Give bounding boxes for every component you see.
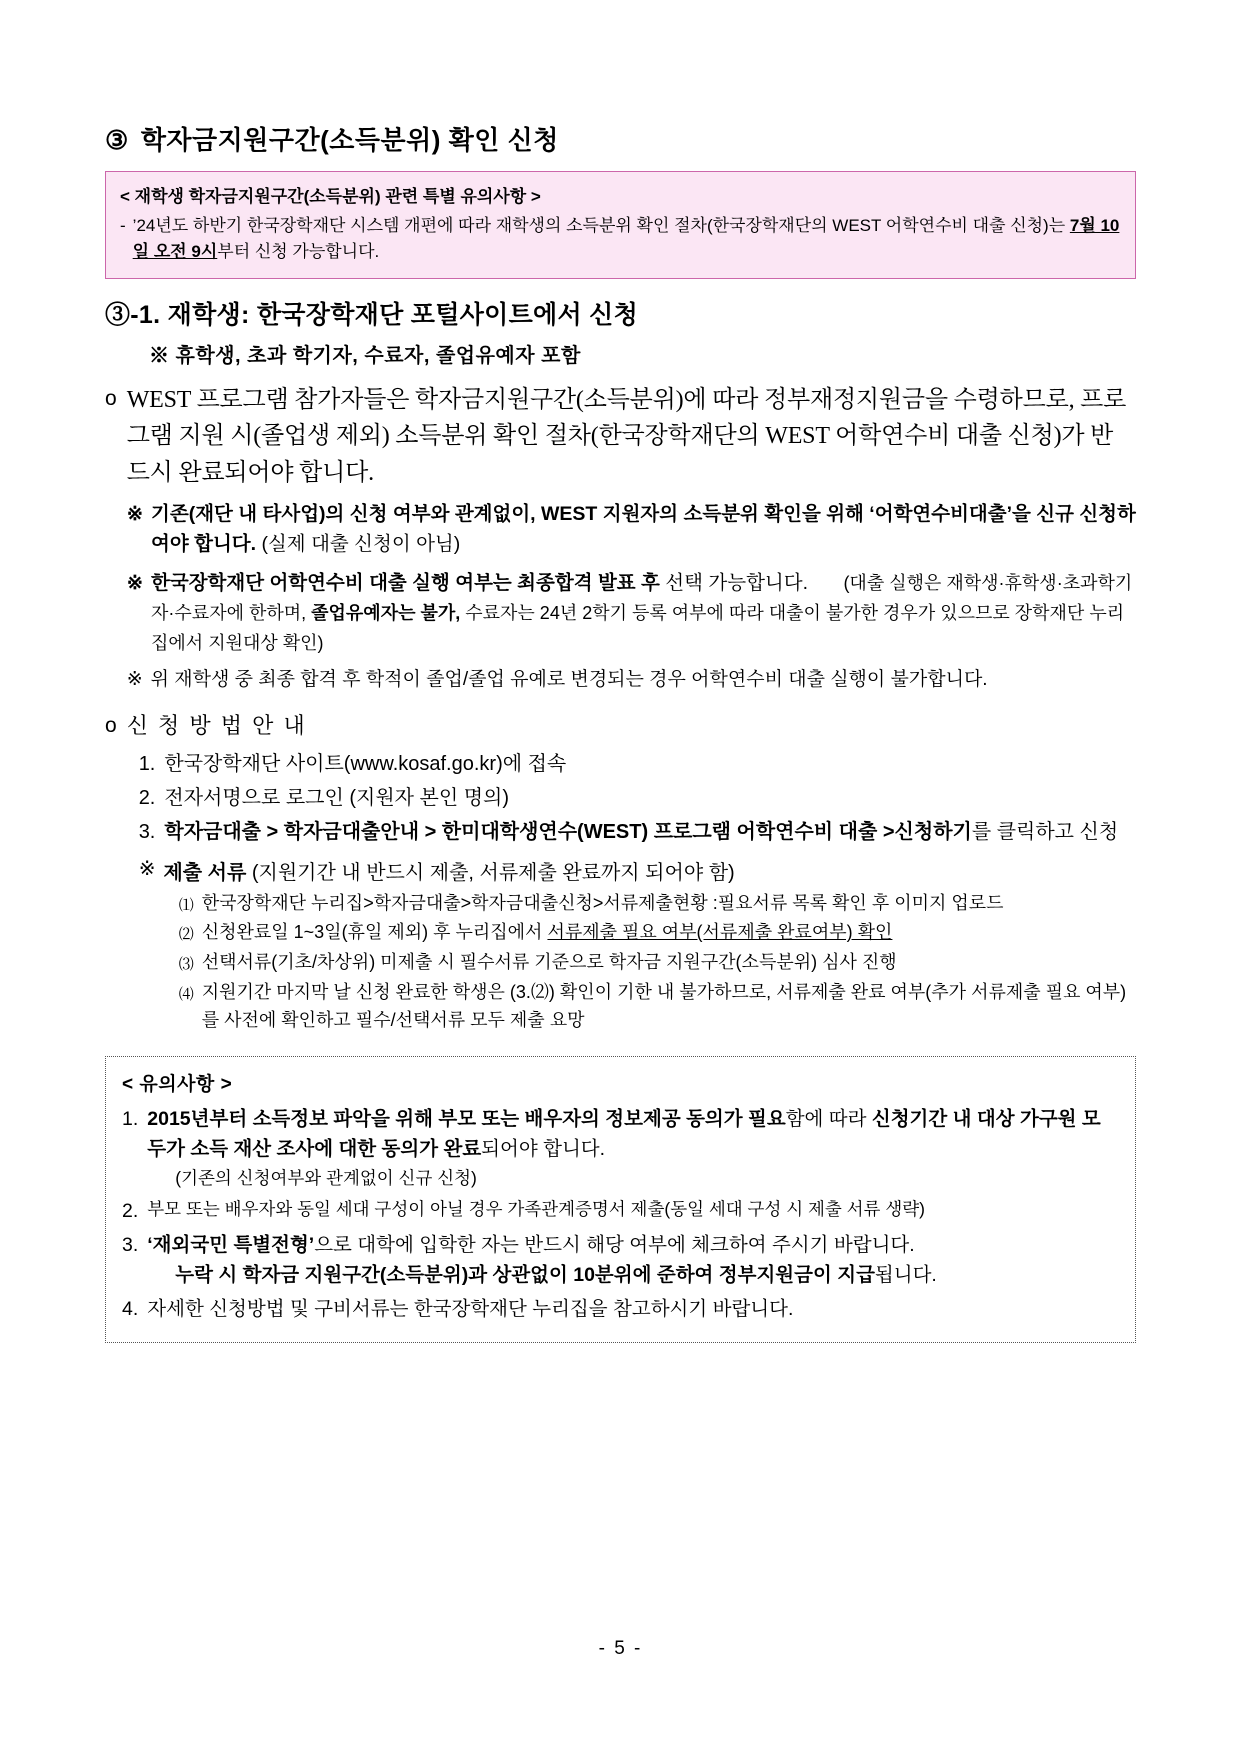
documents-heading-regular: (지원기간 내 반드시 제출, 서류제출 완료까지 되어야 함) [251,861,735,884]
note-bold-2: 한국장학재단 어학연수비 대출 실행 여부는 최종합격 발표 후 [151,571,660,594]
list-item-text: 부모 또는 배우자와 동일 세대 구성이 아닐 경우 가족관계증명서 제출(동일 세대 구성 시 제출 서류 생략) [147,1198,925,1219]
list-item [122,1196,1119,1227]
note-marker: ※ [138,857,156,880]
note-subtext-2-bold: 졸업유예자는 불가, [311,602,461,623]
paragraph-block-2 [105,709,1136,1036]
note-subtext-2-a: (대출 실행은 재학생·휴학생·초과학기자·수료자에 한하며, [151,572,1133,623]
caution-list [122,1104,1119,1325]
list-item-path-bold: 학자금대출 > 학자금대출안내 > 한미대학생연수(WEST) 프로그램 어학연수비 대출 >신청하기 [164,820,972,843]
list-item-number: ⑷ [178,985,194,1003]
note-item-3 [127,666,1136,695]
list-item-number: 4. [122,1298,139,1321]
bullet-dash: - [120,216,126,235]
list-item-number: 3. [138,820,156,843]
list-item-number: ⑴ [178,896,194,914]
caution-regular-3b: 됩니다. [874,1264,937,1287]
bullet-circle: o [105,386,117,410]
list-item-number: ⑶ [178,956,194,974]
list-item-number: 3. [122,1233,139,1256]
list-item-text: 자세한 신청방법 및 구비서류는 한국장학재단 누리집을 참고하시기 바랍니다. [147,1298,794,1321]
special-notice-text-2: 부터 신청 가능합니다. [217,242,380,262]
list-item-number: 2. [122,1199,139,1222]
list-item [179,948,1136,977]
page-title [105,120,1136,157]
list-item-text: 전자서명으로 로그인 (지원자 본인 명의) [164,786,510,809]
heading-marker: ③ [105,125,129,155]
list-item [179,889,1136,918]
method-title: 신 청 방 법 안 내 [126,712,307,738]
documents-heading [139,856,1136,885]
special-notice-text-1: ’24년도 하반기 한국장학재단 시스템 개편에 따라 재학생의 소득분위 확인 절차(한국장학재단의 WEST 어학연수비 대출 신청)는 [132,216,1070,235]
section-subtitle: ③-1. 재학생: 한국장학재단 포털사이트에서 신청 [105,300,639,329]
special-notice-box [105,171,1136,279]
list-item-text: 를 클릭하고 신청 [971,820,1119,843]
list-item-number: 1. [138,752,156,775]
documents-heading-bold: 제출 서류 [163,861,247,884]
note-marker: ※ [126,503,144,526]
paragraph-block-1 [105,382,1136,695]
list-item-underline: 서류제출 필요 여부(서류제출 완료여부) 확인 [547,922,893,943]
caution-bold-1a: 2015년부터 소득정보 파악을 위해 부모 또는 배우자의 정보제공 동의가 필요 [147,1107,786,1130]
list-item-text: 한국장학재단 사이트(www.kosaf.go.kr)에 접속 [164,752,567,775]
caution-regular-1a: 함에 따라 [785,1107,872,1130]
page-number: - 5 - [598,1638,643,1659]
list-item [122,1230,1119,1292]
list-item [139,748,1136,780]
list-item-number: 1. [122,1107,139,1130]
list-item [122,1294,1119,1325]
list-item-number: 2. [138,786,156,809]
heading-text: 학자금지원구간(소득분위) 확인 신청 [140,125,559,155]
note-bold-1: 기존(재단 내 타사업)의 신청 여부와 관계없이, WEST 지원자의 소득분위 확인을 위해 ‘어학연수비대출’을 신규 신청하여야 합니다. [151,503,1136,556]
caution-regular-3a: 으로 대학에 입학한 자는 반드시 해당 여부에 체크하여 주시기 바랍니다. [314,1233,915,1256]
special-notice-title: < 재학생 학자금지원구간(소득분위) 관련 특별 유의사항 > [120,187,541,206]
list-item-number: ⑵ [178,926,194,944]
list-item [179,978,1136,1035]
note-item-2 [127,568,1136,659]
list-item [139,816,1136,848]
caution-bold-1b: 신청기간 내 대상 가구원 모두가 소득 재산 조사에 대한 동의가 완료 [147,1107,1101,1161]
documents-list [179,889,1136,1035]
special-notice-emphasis: 7월 10일 오전 9시 [132,216,1120,262]
section-subtitle-note: ※ 휴학생, 초과 학기자, 수료자, 졸업유예자 포함 [149,344,581,367]
caution-bold-3b: 누락 시 학자금 지원구간(소득분위)과 상관없이 10분위에 준하여 정부지원금이 지급 [175,1264,875,1287]
caution-box [105,1056,1136,1343]
note-regular-1: (실제 대출 신청이 아님) [256,533,461,556]
special-notice-body [120,213,1121,266]
list-item-text: 지원기간 마지막 날 신청 완료한 학생은 (3.⑵) 확인이 기한 내 불가하므로, 서류제출 완료 여부(추가 서류제출 필요 여부)를 사전에 확인하고 필수/선택서류 모두 제출 요망 [201,981,1127,1031]
note-marker: ※ [126,571,144,594]
list-item [139,782,1136,814]
bullet-circle: o [105,713,117,737]
list-item [179,918,1136,947]
caution-bold-3a: ‘재외국민 특별전형’ [147,1233,315,1256]
list-item-text: 한국장학재단 누리집>학자금대출>학자금대출신청>서류제출현황 :필요서류 목록 확인 후 이미지 업로드 [201,892,1004,913]
list-item-text: 신청완료일 1~3일(휴일 제외) 후 누리집에서 [201,922,548,943]
note-item-1 [127,499,1136,559]
note-subtext-2-b: 수료자는 24년 2학기 등록 여부에 따라 대출이 불가한 경우가 있으므로 장학재단 누리집에서 지원대상 확인) [151,602,1125,653]
caution-subtext-1: (기존의 신청여부와 관계없이 신규 신청) [175,1168,477,1189]
list-item [122,1104,1119,1193]
paragraph-text-1: WEST 프로그램 참가자들은 학자금지원구간(소득분위)에 따라 정부재정지원금을 수령하므로, 프로그램 지원 시(졸업생 제외) 소득분위 확인 절차(한국장학재단의 WEST 어학연수비 대출 신청)가 반드시 완료되어야 합니다. [126,386,1127,486]
caution-title: < 유의사항 > [122,1073,233,1095]
note-regular-2: 선택 가능합니다. [659,571,809,594]
caution-regular-1b: 되어야 합니다. [481,1138,606,1161]
method-list [139,748,1136,848]
note-marker: ※ [126,669,143,691]
list-item-text: 선택서류(기초/차상위) 미제출 시 필수서류 기준으로 학자금 지원구간(소득분위) 심사 진행 [201,952,897,973]
note-text-3: 위 재학생 중 최종 합격 후 학적이 졸업/졸업 유예로 변경되는 경우 어학연수비 대출 실행이 불가합니다. [150,669,988,691]
